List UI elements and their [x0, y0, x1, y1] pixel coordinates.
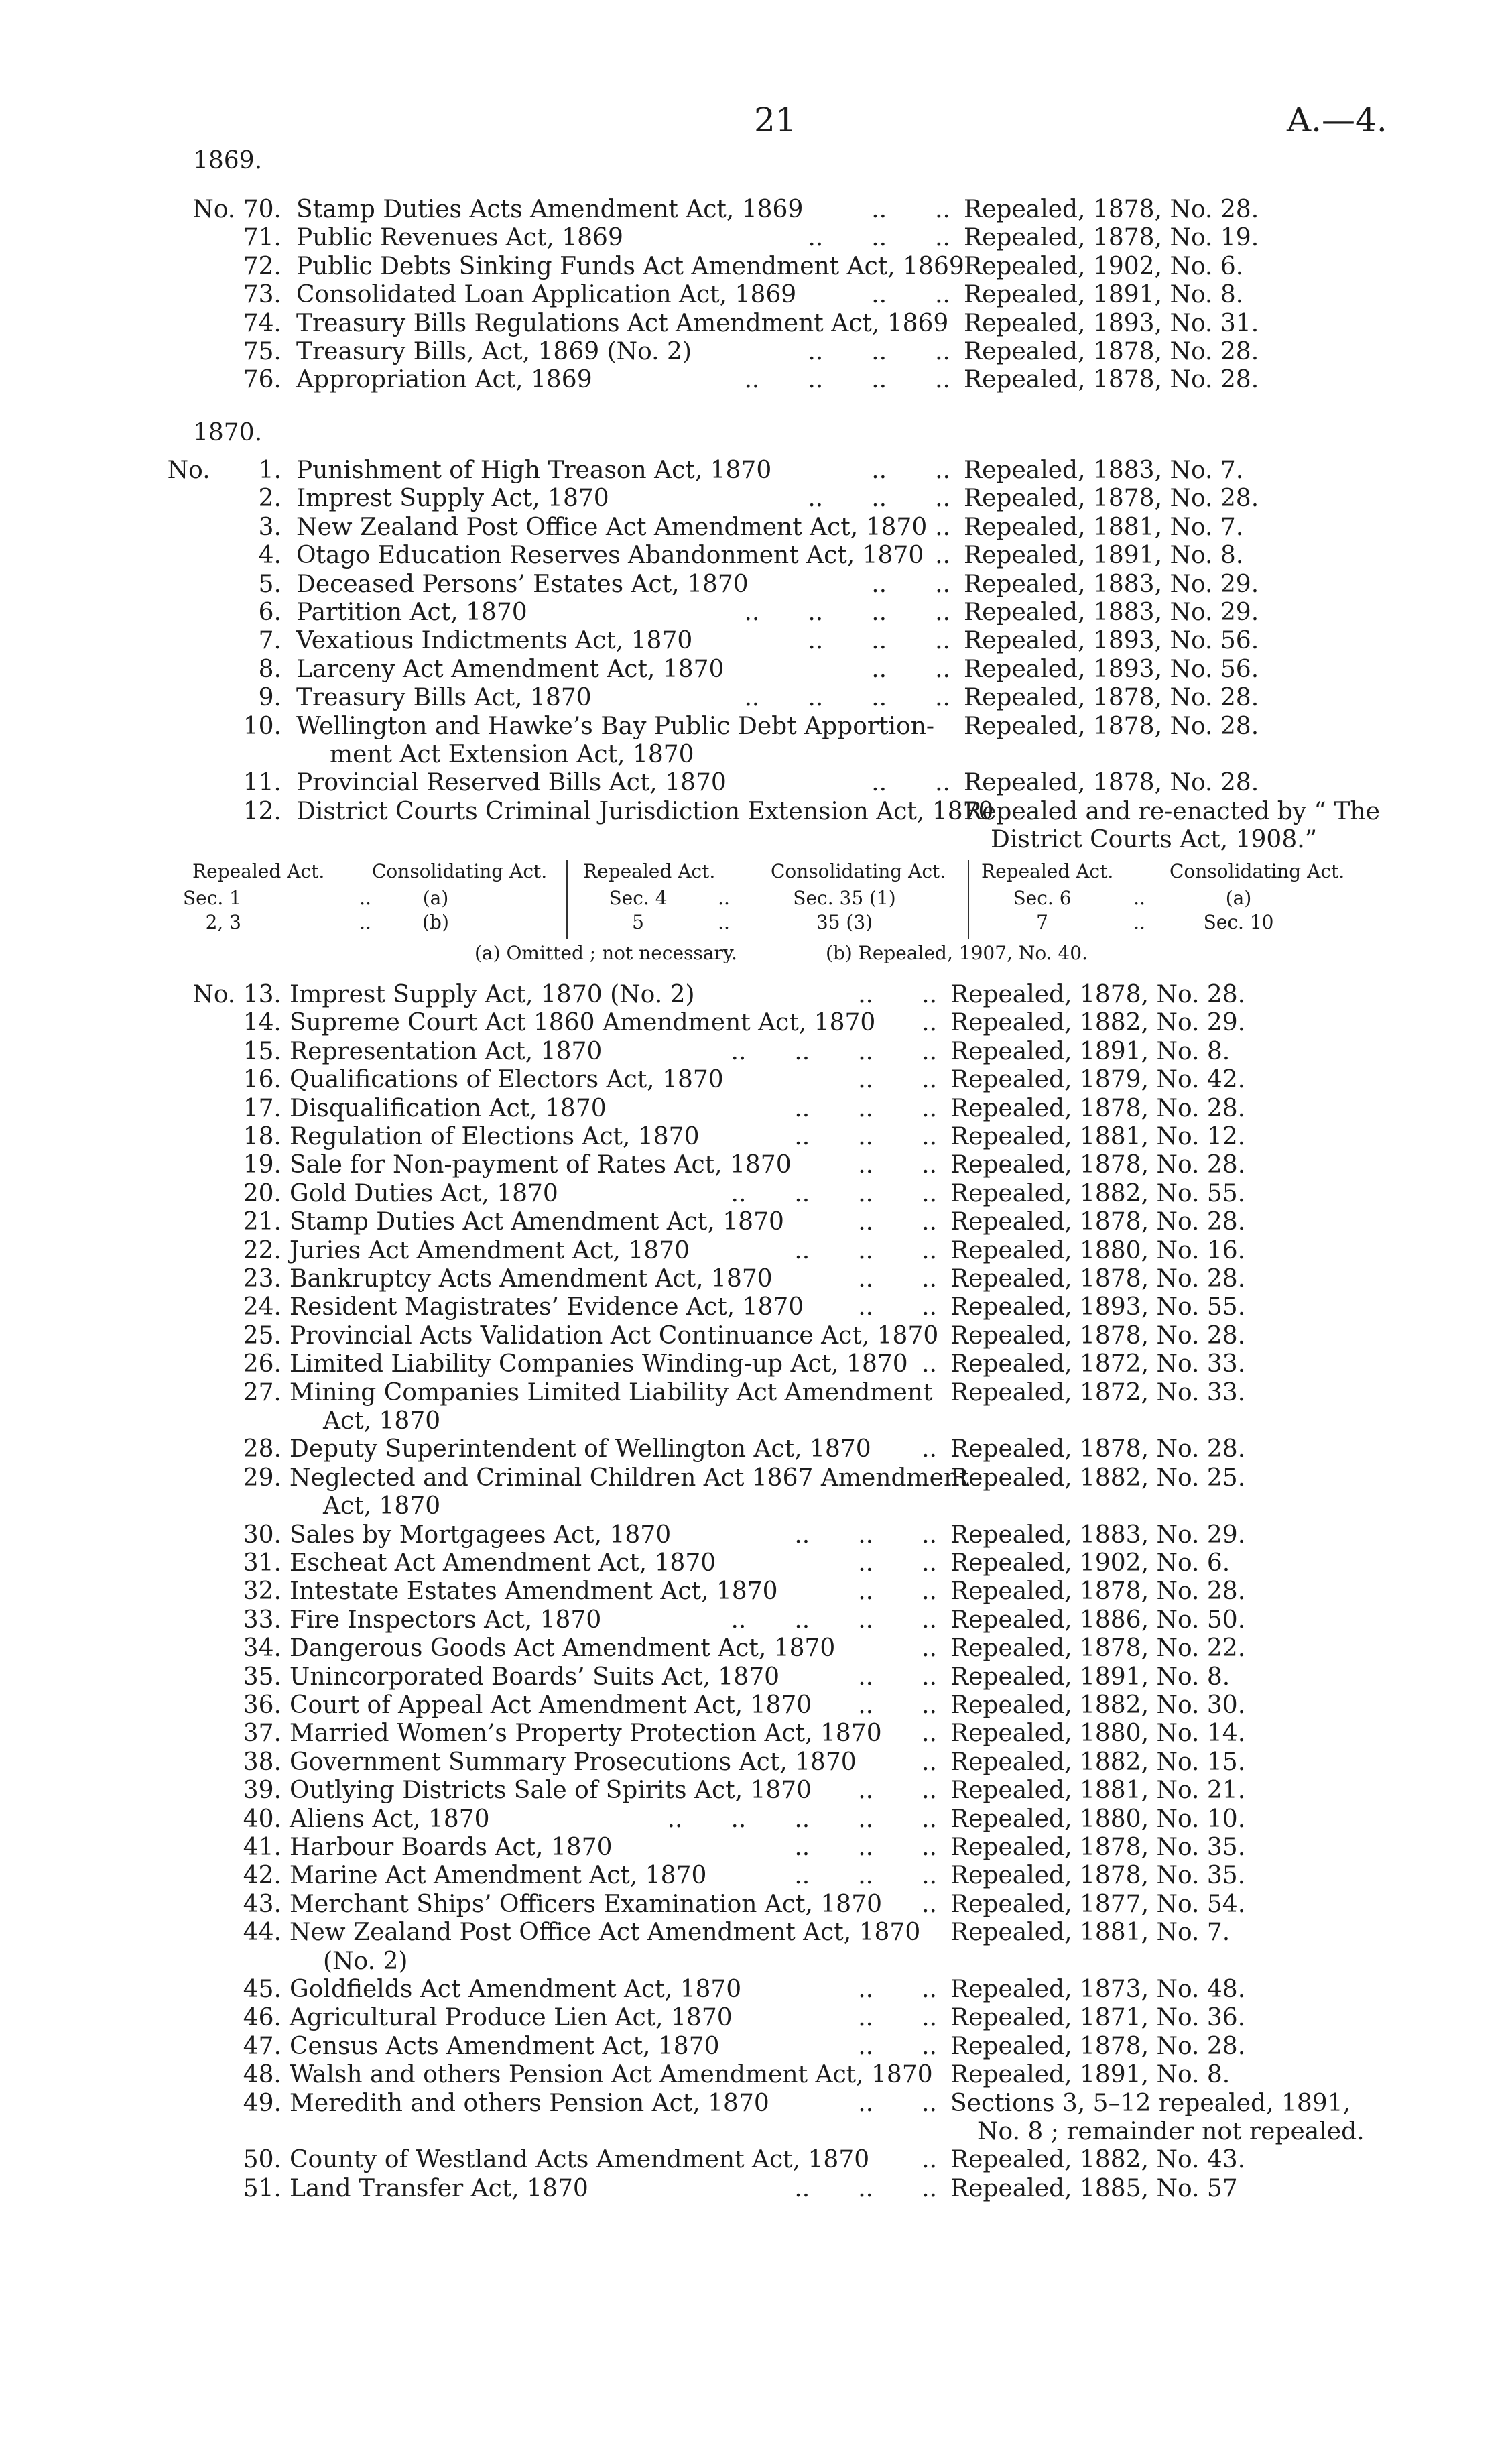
act-number: 34.: [243, 1634, 281, 1663]
act-title: Disqualification Act, 1870: [290, 1094, 607, 1122]
act-title: Sales by Mortgagees Act, 1870: [290, 1520, 672, 1549]
act-number: 8.: [258, 655, 281, 683]
repeal-status: Repealed, 1877, No. 54.: [950, 1890, 1246, 1918]
act-number: 17.: [243, 1094, 281, 1122]
act-number: 7.: [258, 627, 281, 655]
act-number: 32.: [243, 1577, 281, 1606]
comparison-cell: Sec. 6: [1013, 887, 1072, 909]
act-number: 6.: [258, 599, 281, 626]
act-number: 20.: [243, 1179, 281, 1207]
comparison-header-consolidating-2: Consolidating Act.: [771, 860, 946, 882]
act-title: Aliens Act, 1870: [290, 1805, 490, 1833]
act-title: Land Transfer Act, 1870: [290, 2174, 588, 2202]
leader-dots: .. ..: [858, 1777, 937, 1805]
repeal-status: Repealed, 1893, No. 31.: [964, 309, 1259, 337]
act-title: Juries Act Amendment Act, 1870: [290, 1236, 690, 1264]
leader-dots: .. ..: [871, 281, 950, 309]
leader-dots: .. .. ..: [794, 2174, 937, 2202]
act-number: 30.: [243, 1520, 281, 1549]
act-title: Neglected and Criminal Children Act 1867 Amendment: [290, 1464, 969, 1492]
act-title: Treasury Bills Regulations Act Amendment Act, 1869: [296, 309, 949, 337]
comparison-header-repealed-1: Repealed Act.: [192, 860, 325, 882]
act-title: Goldfields Act Amendment Act, 1870: [290, 1976, 742, 2003]
leader-dots: .. .. .. ..: [731, 1037, 937, 1065]
act-title: Provincial Acts Validation Act Continuance Act, 1870: [290, 1321, 939, 1350]
act-title: Appropriation Act, 1869: [296, 366, 592, 394]
leader-dots: .. .. ..: [794, 1834, 937, 1861]
repeal-status: Repealed, 1902, No. 6.: [964, 252, 1244, 280]
act-title: Merchant Ships’ Officers Examination Act, 1870: [290, 1890, 883, 1918]
act-title: District Courts Criminal Jurisdiction Extension Act, 1870: [296, 797, 994, 825]
comparison-cell: Sec. 10: [1203, 911, 1274, 933]
leader-dots: .. ..: [871, 457, 950, 484]
repeal-status: Repealed, 1878, No. 35.: [950, 1862, 1246, 1890]
repeal-status: Repealed, 1886, No. 50.: [950, 1606, 1246, 1634]
act-number: 38.: [243, 1748, 281, 1776]
act-number: 33.: [243, 1606, 281, 1634]
comparison-cell: (b): [422, 911, 449, 933]
act-title: Representation Act, 1870: [290, 1037, 603, 1065]
act-title: Treasury Bills, Act, 1869 (No. 2): [296, 338, 692, 365]
comparison-cell: 35 (3): [816, 911, 873, 933]
act-number: 14.: [243, 1009, 281, 1037]
act-number: 71.: [243, 224, 281, 252]
act-title: Married Women’s Property Protection Act, 1870: [290, 1720, 882, 1748]
leader-dots: ..: [922, 1634, 937, 1663]
act-title: Government Summary Prosecutions Act, 1870: [290, 1748, 857, 1776]
repeal-status: Repealed, 1902, No. 6.: [950, 1549, 1231, 1577]
leader-dots: .. ..: [858, 981, 937, 1008]
repeal-status: Repealed, 1883, No. 29.: [950, 1520, 1246, 1549]
act-title: Deputy Superintendent of Wellington Act, 1870: [290, 1435, 871, 1464]
act-number: 45.: [243, 1976, 281, 2003]
act-title: Treasury Bills Act, 1870: [296, 684, 592, 712]
act-number: 37.: [243, 1720, 281, 1748]
act-title: Sale for Non-payment of Rates Act, 1870: [290, 1151, 792, 1179]
act-title: Consolidated Loan Application Act, 1869: [296, 281, 797, 309]
repeal-status: Repealed, 1885, No. 57: [950, 2174, 1238, 2202]
leader-dots: .. .. ..: [794, 1862, 937, 1890]
act-title: Imprest Supply Act, 1870: [296, 485, 609, 513]
leader-dots: ..: [922, 2146, 937, 2174]
act-title: Marine Act Amendment Act, 1870: [290, 1862, 707, 1890]
leader-dots: .. ..: [858, 1208, 937, 1236]
repeal-status-continued: No. 8 ; remainder not repealed.: [977, 2118, 1365, 2145]
act-number: 31.: [243, 1549, 281, 1577]
leader-dots: ..: [935, 513, 950, 541]
leader-dots: .. .. ..: [808, 627, 950, 655]
comparison-header-repealed-3: Repealed Act.: [981, 860, 1114, 882]
leader-dots: .. .. .. ..: [731, 1179, 937, 1207]
repeal-status: Repealed, 1872, No. 33.: [950, 1350, 1246, 1378]
act-title: Partition Act, 1870: [296, 599, 527, 626]
leader-dots: .. .. ..: [808, 338, 950, 365]
act-title: Harbour Boards Act, 1870: [290, 1834, 613, 1861]
leader-dots: ..: [922, 1890, 937, 1918]
leader-dots: .. .. ..: [808, 485, 950, 513]
repeal-status: Repealed, 1893, No. 56.: [964, 627, 1259, 655]
leader-dots: .. ..: [871, 196, 950, 223]
act-title: Wellington and Hawke’s Bay Public Debt Apportion-: [296, 712, 935, 740]
act-number: 28.: [243, 1435, 281, 1464]
act-number: 50.: [243, 2146, 281, 2174]
leader-dots: .. ..: [858, 2004, 937, 2032]
act-title: Stamp Duties Acts Amendment Act, 1869: [296, 196, 804, 223]
leader-dots: .. .. ..: [794, 1236, 937, 1264]
repeal-status: Repealed, 1881, No. 7.: [964, 513, 1244, 541]
repeal-status: Repealed, 1893, No. 56.: [964, 655, 1259, 683]
comparison-cell: 7: [1036, 911, 1048, 933]
comparison-cell: (a): [422, 887, 449, 909]
act-number: 5.: [258, 570, 281, 598]
leader-dots: .. .. .. ..: [731, 1606, 937, 1634]
act-number: 39.: [243, 1777, 281, 1805]
act-number: 26.: [243, 1350, 281, 1378]
leader-dots: .. ..: [858, 2032, 937, 2060]
act-number: 47.: [243, 2032, 281, 2060]
act-title: Supreme Court Act 1860 Amendment Act, 1870: [290, 1009, 876, 1037]
act-number: 27.: [243, 1378, 281, 1407]
act-title: Vexatious Indictments Act, 1870: [296, 627, 693, 655]
leader-dots: .. .. .. .. ..: [667, 1805, 937, 1833]
leader-dots: .. ..: [871, 655, 950, 683]
repeal-status: Repealed, 1878, No. 28.: [950, 1151, 1246, 1179]
act-number: 49.: [243, 2089, 281, 2117]
leader-dots: ..: [935, 542, 950, 570]
repeal-status: Repealed, 1891, No. 8.: [964, 542, 1244, 570]
act-number: 51.: [243, 2174, 281, 2202]
leader-dots: .. .. .. ..: [744, 366, 950, 394]
act-number: 3.: [258, 513, 281, 541]
act-title: Meredith and others Pension Act, 1870: [290, 2089, 769, 2117]
leader-dots: .. .. ..: [808, 224, 950, 252]
repeal-status: Repealed, 1878, No. 28.: [950, 1321, 1246, 1350]
leader-dots: ..: [922, 1435, 937, 1464]
act-number: No. 13.: [192, 981, 281, 1008]
act-title: Punishment of High Treason Act, 1870: [296, 457, 772, 484]
leader-dots: .. ..: [871, 570, 950, 598]
act-title-continued: Act, 1870: [323, 1407, 441, 1435]
leader-dots: ..: [922, 1720, 937, 1748]
act-number: 9.: [258, 684, 281, 712]
act-number: 46.: [243, 2004, 281, 2032]
repeal-status: Repealed, 1882, No. 43.: [950, 2146, 1246, 2174]
comparison-header-consolidating-3: Consolidating Act.: [1170, 860, 1345, 882]
repeal-status: Repealed, 1891, No. 8.: [950, 2061, 1231, 2089]
act-number: No. 70.: [192, 196, 281, 223]
act-number: 12.: [243, 797, 281, 825]
repeal-status: Repealed, 1878, No. 28.: [964, 338, 1259, 365]
repeal-status: Repealed, 1878, No. 28.: [964, 485, 1259, 513]
repeal-status: Repealed, 1882, No. 29.: [950, 1009, 1246, 1037]
act-number: 19.: [243, 1151, 281, 1179]
comparison-cell: ..: [1133, 887, 1145, 909]
act-title: New Zealand Post Office Act Amendment Act, 1870: [296, 513, 928, 541]
repeal-status: Repealed, 1882, No. 55.: [950, 1179, 1246, 1207]
repeal-status: Repealed, 1878, No. 28.: [950, 1265, 1246, 1293]
act-title: Regulation of Elections Act, 1870: [290, 1123, 700, 1150]
act-number: 40.: [243, 1805, 281, 1833]
act-number: 22.: [243, 1236, 281, 1264]
document-reference: A.—4.: [1287, 101, 1387, 139]
act-number: 16.: [243, 1066, 281, 1094]
leader-dots: .. ..: [858, 1151, 937, 1179]
repeal-status: Repealed, 1881, No. 21.: [950, 1777, 1246, 1805]
page-number: 21: [754, 101, 797, 139]
comparison-cell: 5: [632, 911, 644, 933]
act-title: Resident Magistrates’ Evidence Act, 1870: [290, 1293, 804, 1321]
act-title-continued: (No. 2): [323, 1947, 408, 1975]
leader-dots: .. ..: [858, 1293, 937, 1321]
repeal-status: Repealed, 1882, No. 15.: [950, 1748, 1246, 1776]
repeal-status-continued: District Courts Act, 1908.”: [991, 826, 1318, 854]
act-number: 73.: [243, 281, 281, 309]
act-number: 10.: [243, 712, 281, 740]
repeal-status: Repealed, 1878, No. 28.: [950, 2032, 1246, 2060]
act-title: Census Acts Amendment Act, 1870: [290, 2032, 720, 2060]
leader-dots: .. .. ..: [794, 1123, 937, 1150]
leader-dots: ..: [922, 1009, 937, 1037]
footnote-b: (b) Repealed, 1907, No. 40.: [826, 942, 1088, 964]
act-number: 76.: [243, 366, 281, 394]
act-number: 72.: [243, 252, 281, 280]
leader-dots: .. ..: [871, 769, 950, 797]
repeal-status: Repealed, 1878, No. 28.: [950, 981, 1246, 1008]
repeal-status: Repealed, 1891, No. 8.: [950, 1663, 1231, 1691]
comparison-cell: ..: [359, 911, 371, 933]
act-title: Dangerous Goods Act Amendment Act, 1870: [290, 1634, 836, 1663]
act-number: 4.: [258, 542, 281, 570]
repeal-status: Repealed, 1893, No. 55.: [950, 1293, 1246, 1321]
leader-dots: .. ..: [858, 1549, 937, 1577]
act-number: 25.: [243, 1321, 281, 1350]
leader-dots: .. ..: [858, 1066, 937, 1094]
repeal-status: Repealed, 1880, No. 14.: [950, 1720, 1246, 1748]
act-title: Provincial Reserved Bills Act, 1870: [296, 769, 727, 797]
repeal-status: Repealed, 1878, No. 28.: [950, 1435, 1246, 1464]
act-title: Public Revenues Act, 1869: [296, 224, 623, 252]
year-heading-1870: 1870.: [193, 419, 263, 446]
footnote-a: (a) Omitted ; not necessary.: [475, 942, 737, 964]
act-title: Mining Companies Limited Liability Act Amendment: [290, 1378, 933, 1407]
year-heading-1869: 1869.: [193, 147, 263, 174]
act-title: County of Westland Acts Amendment Act, 1870: [290, 2146, 870, 2174]
repeal-status: Repealed, 1878, No. 35.: [950, 1834, 1246, 1861]
act-number: 21.: [243, 1208, 281, 1236]
repeal-status: Repealed, 1878, No. 28.: [964, 366, 1259, 394]
act-title: Otago Education Reserves Abandonment Act, 1870: [296, 542, 924, 570]
act-number: 23.: [243, 1265, 281, 1293]
act-number: 29.: [243, 1464, 281, 1492]
act-number: 15.: [243, 1037, 281, 1065]
repeal-status: Repealed, 1879, No. 42.: [950, 1066, 1246, 1094]
repeal-status: Repealed, 1878, No. 28.: [950, 1094, 1246, 1122]
repeal-status: Repealed, 1872, No. 33.: [950, 1378, 1246, 1407]
repeal-status: Repealed, 1878, No. 28.: [950, 1577, 1246, 1606]
repeal-status: Repealed, 1891, No. 8.: [964, 281, 1244, 309]
repeal-status: Repealed, 1878, No. 28.: [950, 1208, 1246, 1236]
act-title: Fire Inspectors Act, 1870: [290, 1606, 602, 1634]
comparison-cell: 2, 3: [205, 911, 241, 933]
act-title: Outlying Districts Sale of Spirits Act, 1870: [290, 1777, 812, 1805]
comparison-cell: Sec. 1: [182, 887, 241, 909]
comparison-cell: ..: [718, 911, 730, 933]
act-number: No. 1.: [167, 457, 281, 484]
comparison-header-repealed-2: Repealed Act.: [583, 860, 716, 882]
act-title: Court of Appeal Act Amendment Act, 1870: [290, 1691, 812, 1719]
act-title-continued: ment Act Extension Act, 1870: [330, 741, 694, 768]
repeal-status: Repealed, 1891, No. 8.: [950, 1037, 1231, 1065]
leader-dots: .. ..: [858, 2089, 937, 2117]
act-number: 36.: [243, 1691, 281, 1719]
act-number: 75.: [243, 338, 281, 365]
act-number: 43.: [243, 1890, 281, 1918]
repeal-status: Repealed, 1878, No. 28.: [964, 196, 1259, 223]
act-title: Walsh and others Pension Act Amendment Act, 1870: [290, 2061, 933, 2089]
repeal-status: Repealed, 1878, No. 22.: [950, 1634, 1246, 1663]
leader-dots: .. ..: [858, 1976, 937, 2003]
repeal-status: Repealed, 1871, No. 36.: [950, 2004, 1246, 2032]
comparison-cell: (a): [1225, 887, 1252, 909]
leader-dots: .. ..: [858, 1577, 937, 1606]
act-title: Agricultural Produce Lien Act, 1870: [290, 2004, 733, 2032]
act-number: 18.: [243, 1123, 281, 1150]
repeal-status: Repealed, 1882, No. 25.: [950, 1464, 1246, 1492]
repeal-status: Repealed, 1878, No. 28.: [964, 684, 1259, 712]
act-number: 35.: [243, 1663, 281, 1691]
repeal-status: Repealed, 1883, No. 7.: [964, 457, 1244, 484]
leader-dots: .. .. ..: [794, 1520, 937, 1549]
repeal-status: Repealed, 1873, No. 48.: [950, 1976, 1246, 2003]
leader-dots: ..: [922, 1748, 937, 1776]
comparison-cell: ..: [718, 887, 730, 909]
act-title: Larceny Act Amendment Act, 1870: [296, 655, 724, 683]
repeal-status: Repealed, 1881, No. 12.: [950, 1123, 1246, 1150]
act-title: New Zealand Post Office Act Amendment Act, 1870: [290, 1919, 921, 1947]
repeal-status: Repealed, 1878, No. 28.: [964, 769, 1259, 797]
comparison-cell: ..: [359, 887, 371, 909]
act-number: 42.: [243, 1862, 281, 1890]
leader-dots: .. .. .. ..: [744, 684, 950, 712]
act-title: Unincorporated Boards’ Suits Act, 1870: [290, 1663, 780, 1691]
leader-dots: .. ..: [858, 1691, 937, 1719]
act-title: Stamp Duties Act Amendment Act, 1870: [290, 1208, 784, 1236]
repeal-status: Repealed, 1878, No. 19.: [964, 224, 1259, 252]
act-number: 74.: [243, 309, 281, 337]
repeal-status: Repealed, 1880, No. 10.: [950, 1805, 1246, 1833]
act-number: 44.: [243, 1919, 281, 1947]
leader-dots: .. .. ..: [794, 1094, 937, 1122]
repeal-status: Repealed, 1883, No. 29.: [964, 599, 1259, 626]
act-title-continued: Act, 1870: [323, 1492, 441, 1520]
repeal-status: Repealed, 1878, No. 28.: [964, 712, 1259, 740]
leader-dots: .. .. .. ..: [744, 599, 950, 626]
act-title: Intestate Estates Amendment Act, 1870: [290, 1577, 778, 1606]
act-number: 24.: [243, 1293, 281, 1321]
leader-dots: .. ..: [858, 1663, 937, 1691]
comparison-cell: Sec. 35 (1): [793, 887, 896, 909]
act-title: Bankruptcy Acts Amendment Act, 1870: [290, 1265, 773, 1293]
leader-dots: ..: [922, 1350, 937, 1378]
repeal-status: Repealed, 1880, No. 16.: [950, 1236, 1246, 1264]
act-title: Public Debts Sinking Funds Act Amendment Act, 1869: [296, 252, 964, 280]
act-title: Gold Duties Act, 1870: [290, 1179, 558, 1207]
comparison-header-consolidating-1: Consolidating Act.: [372, 860, 548, 882]
act-number: 11.: [243, 769, 281, 797]
act-title: Qualifications of Electors Act, 1870: [290, 1066, 724, 1094]
act-title: Limited Liability Companies Winding-up Act, 1870: [290, 1350, 908, 1378]
repeal-status: Repealed, 1882, No. 30.: [950, 1691, 1246, 1719]
comparison-cell: ..: [1133, 911, 1145, 933]
act-title: Escheat Act Amendment Act, 1870: [290, 1549, 716, 1577]
act-number: 48.: [243, 2061, 281, 2089]
act-title: Deceased Persons’ Estates Act, 1870: [296, 570, 749, 598]
act-number: 41.: [243, 1834, 281, 1861]
act-number: 2.: [258, 485, 281, 513]
repeal-status: Repealed, 1883, No. 29.: [964, 570, 1259, 598]
repeal-status: Repealed, 1881, No. 7.: [950, 1919, 1231, 1947]
repeal-status: Sections 3, 5–12 repealed, 1891,: [950, 2089, 1350, 2117]
repeal-status: Repealed and re-enacted by “ The: [964, 797, 1380, 825]
act-title: Imprest Supply Act, 1870 (No. 2): [290, 981, 695, 1008]
leader-dots: .. ..: [858, 1265, 937, 1293]
comparison-cell: Sec. 4: [609, 887, 668, 909]
